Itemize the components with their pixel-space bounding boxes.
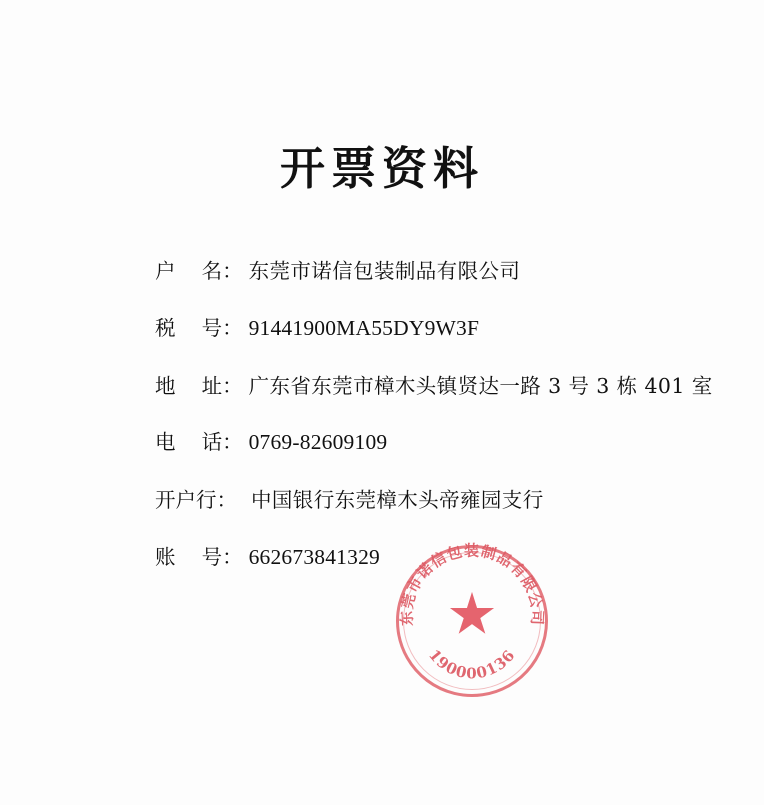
field-value-account-number: 662673841329 [248,544,380,569]
field-separator: ： [222,259,243,283]
field-label-account-name: 户 名 [155,259,223,283]
page-title: 开票资料 [279,142,484,195]
field-value-bank: 中国银行东莞樟木头帝雍园支行 [251,488,544,513]
field-label-bank: 开户行 [155,488,217,513]
field-separator: ： [222,544,243,569]
seal-code: 4419000013691 [390,531,519,683]
field-value-address: 广东省东莞市樟木头镇贤达一路 3 号 3 栋 401 室 [248,373,713,398]
field-value-account-name: 东莞市诺信包装制品有限公司 [248,259,521,283]
field-row-phone [155,429,715,457]
field-separator: ： [222,315,243,340]
field-row-bank [155,487,715,514]
field-label-account-number: 账 号 [155,544,223,569]
field-separator: ： [216,488,237,513]
field-row-account-name [155,258,715,285]
field-separator: ： [222,373,243,398]
field-value-tax-number: 91441900MA55DY9W3F [248,315,480,340]
field-label-phone: 电 话 [155,430,223,455]
field-label-address: 地 址 [155,373,223,398]
field-value-phone: 0769-82609109 [248,430,388,455]
field-label-tax-number: 税 号 [155,315,223,340]
field-row-address [155,373,715,400]
seal-company-name: 东莞市诺信包装制品有限公司 [397,541,547,627]
field-separator: ： [222,430,243,455]
field-row-account-number [155,544,715,572]
invoice-info-list [155,258,715,602]
field-row-tax-number [155,315,715,343]
